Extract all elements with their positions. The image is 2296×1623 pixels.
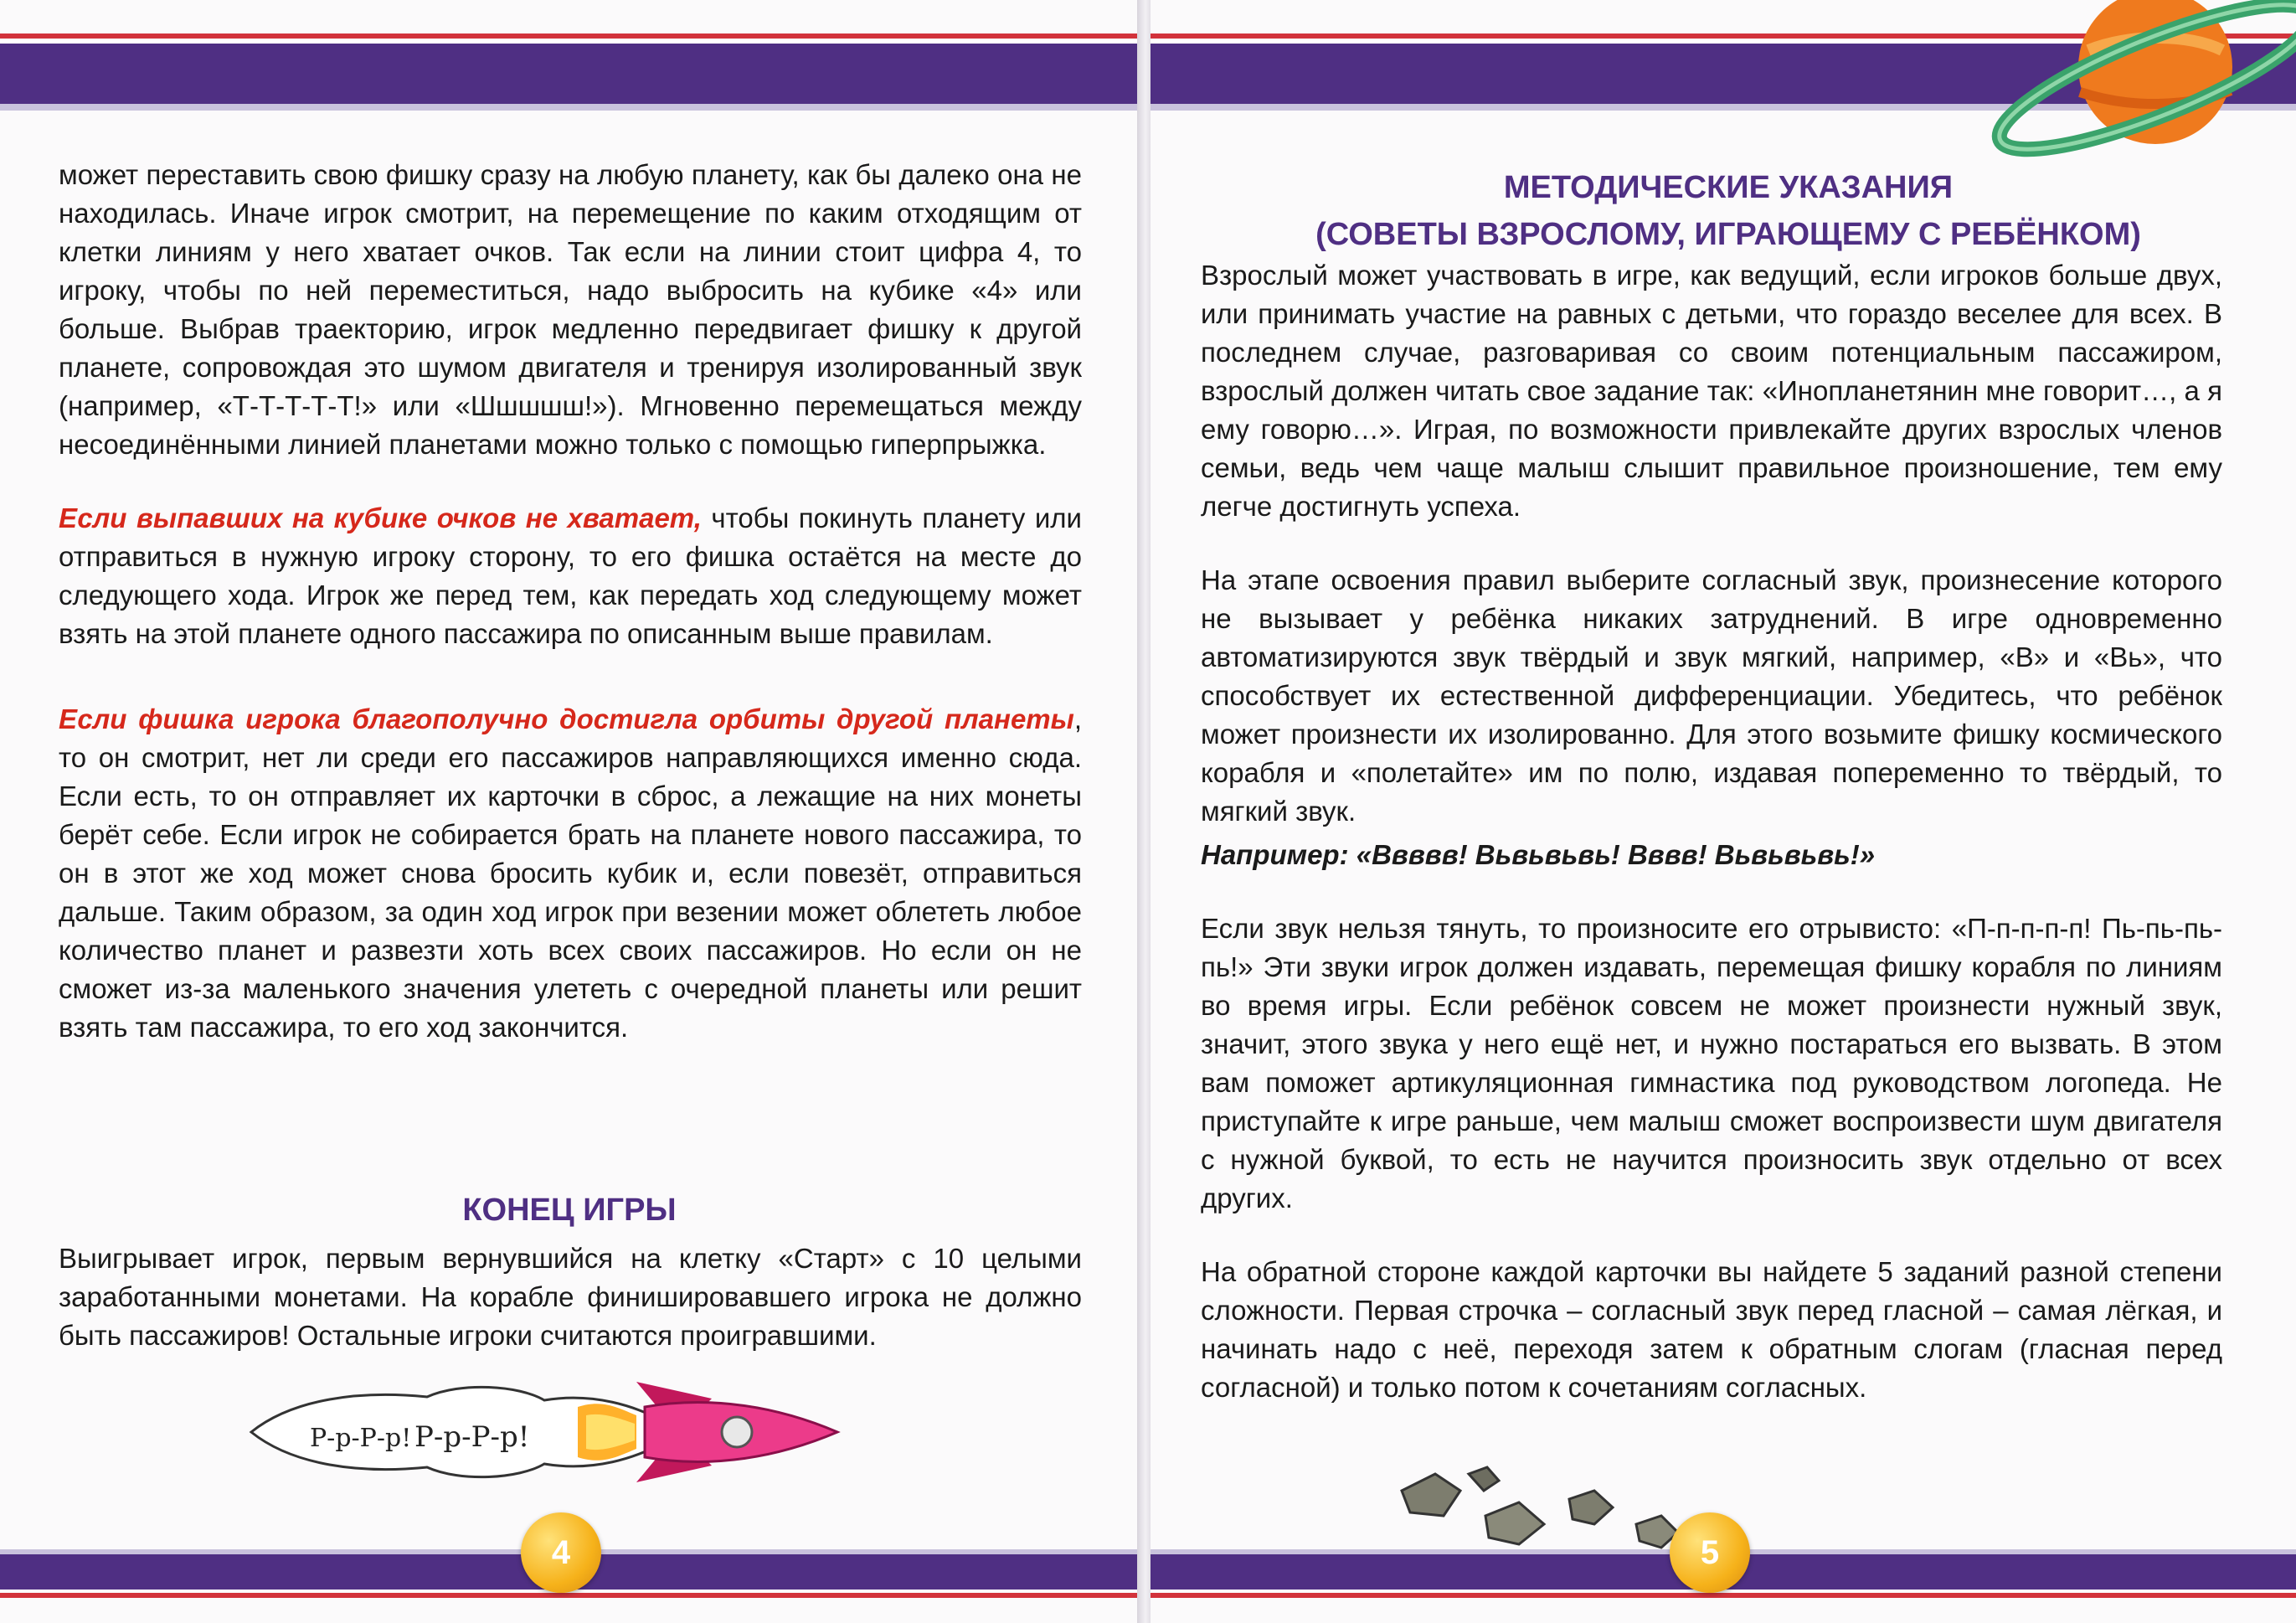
paragraph: может переставить свою фишку сразу на любую планету, как бы далеко она не находилась. Иначе игрок смотрит, на перемещение по каким отходящим от клетки линиям у него хватает очков. Так если на линии стоит цифра 4, то игроку, чтобы по ней переместиться, надо выбросить на кубике «4» или больше. Выбрав траекторию, игрок медленно передвигает фишку к другой планете, сопровождая это шумом двигателя и тренируя изолированный звук (например, «Т-Т-Т-Т-Т!» или «Шшшшш!»). Мгновенно перемещаться между несоединёнными линией планетами можно только с помощью гиперпрыжка. <box>59 159 1082 460</box>
section-heading <box>1226 164 2231 258</box>
rocket-sound-large: Р-р-Р-р! <box>414 1420 530 1454</box>
rock <box>1469 1467 1499 1491</box>
right-page <box>1151 0 2296 1623</box>
paragraph-text: , то он смотрит, нет ли среди его пассажиров направляющихся именно сюда. Если есть, то он отправляет их карточки в сброс, а лежащие на них монеты берёт себе. Если игрок не собирается брать на планете нового пассажира, то он в этот же ход может снова бросить кубик и, если повезёт, отправиться дальше. Таким образом, за один ход игрок при везении может облететь любое количество планет и развезти хоть всех своих пассажиров. Но если он не сможет из-за маленького значения улететь с очередной планеты или решит взять там пассажира, то его ход закончится. <box>59 703 1082 1043</box>
rocket-sound-small: Р-р-Р-р! <box>310 1424 412 1453</box>
left-page <box>0 0 1140 1623</box>
right-page-body <box>1201 256 2222 1442</box>
paragraph: На этапе освоения правил выберите согласный звук, произнесение которого не вызывает у ребёнка никаких затруднений. В игре одновременно автоматизируются звук твёрдый и звук мягкий, например, «В» и «Вь», что способствует их естественной дифференциации. Убедитесь, что ребёнок может произнести их изолированно. Для этого возьмите фишку космического корабля и «полетайте» им по полю, издавая попеременно то твёрдый, то мягкий звук. <box>1201 564 2222 827</box>
rock <box>1402 1474 1460 1516</box>
page-number-badge: 5 <box>1670 1512 1750 1593</box>
paragraph: Выигрывает игрок, первым вернувшийся на клетку «Старт» с 10 целыми заработанными монетами. На корабле финишировавшего игрока не должно быть пассажиров! Остальные игроки считаются проигравшими. <box>59 1243 1082 1351</box>
end-game-heading: КОНЕЦ ИГРЫ <box>462 1193 677 1228</box>
paragraph <box>59 700 1082 1047</box>
emphasis-rule: Если выпавших на кубике очков не хватает, <box>59 502 702 533</box>
paragraph: Взрослый может участвовать в игре, как ведущий, если игроков больше двух, или принимать участие на равных с детьми, что гораздо веселее для всех. В последнем случае, разговаривая со своим потенциальным пассажиром, взрослый должен читать свое задание так: «Инопланетянин мне говорит…, а я ему говорю…». Играя, по возможности привлекайте других взрослых членов семьи, ведь чем чаще малыш слышит правильное произношение, тем ему легче достигнуть успеха. <box>1201 260 2222 522</box>
paragraph: На обратной стороне каждой карточки вы найдете 5 заданий разной степени сложности. Первая строчка – согласный звук перед гласной – самая лёгкая, и начинать надо с неё, переходя затем к обратным слогам (гласная перед согласной) и только потом к сочетаниям согласных. <box>1201 1256 2222 1403</box>
rock <box>1485 1502 1544 1544</box>
rock <box>1569 1491 1613 1524</box>
left-page-body <box>59 156 1082 1082</box>
paragraph <box>59 499 1082 653</box>
emphasis-rule: Если фишка игрока благополучно достигла орбиты другой планеты <box>59 703 1074 734</box>
page-number-badge: 4 <box>521 1512 601 1593</box>
rocket-porthole <box>722 1417 752 1447</box>
paragraph: Если звук нельзя тянуть, то произносите его отрывисто: «П-п-п-п-п! Пь-пь-пь-пь!» Эти звуки игрок должен издавать, перемещая фишку корабля по линиям во время игры. Если ребёнок совсем не может произнести нужный звук, значит, этого звука у него ещё нет, и нужно постараться его вызвать. В этом вам поможет артикуляционная гимнастика под руководством логопеда. Не приступайте к игре раньше, чем малыш сможет воспроизвести шум двигателя с нужной буквой, то есть не научится произносить звук отдельно от всех других. <box>1201 913 2222 1213</box>
section-heading-line: (СОВЕТЫ ВЗРОСЛОМУ, ИГРАЮЩЕМУ С РЕБЁНКОМ) <box>1315 217 2141 252</box>
top-decor-band <box>0 44 1140 111</box>
section-heading-line: МЕТОДИЧЕСКИЕ УКАЗАНИЯ <box>1503 170 1954 205</box>
example-line: Например: «Ввввв! Вьвьвьвь! Вввв! Вьвьвьвь!» <box>1201 839 1876 870</box>
saturn-illustration <box>1963 0 2296 167</box>
paragraph-text: чтобы покинуть планету или отправиться в нужную игроку сторону, то его фишка остаётся на месте до следующего хода. Игрок же перед тем, как передать ход следующему может взять на этой планете одного пассажира по описанным выше правилам. <box>59 502 1082 649</box>
